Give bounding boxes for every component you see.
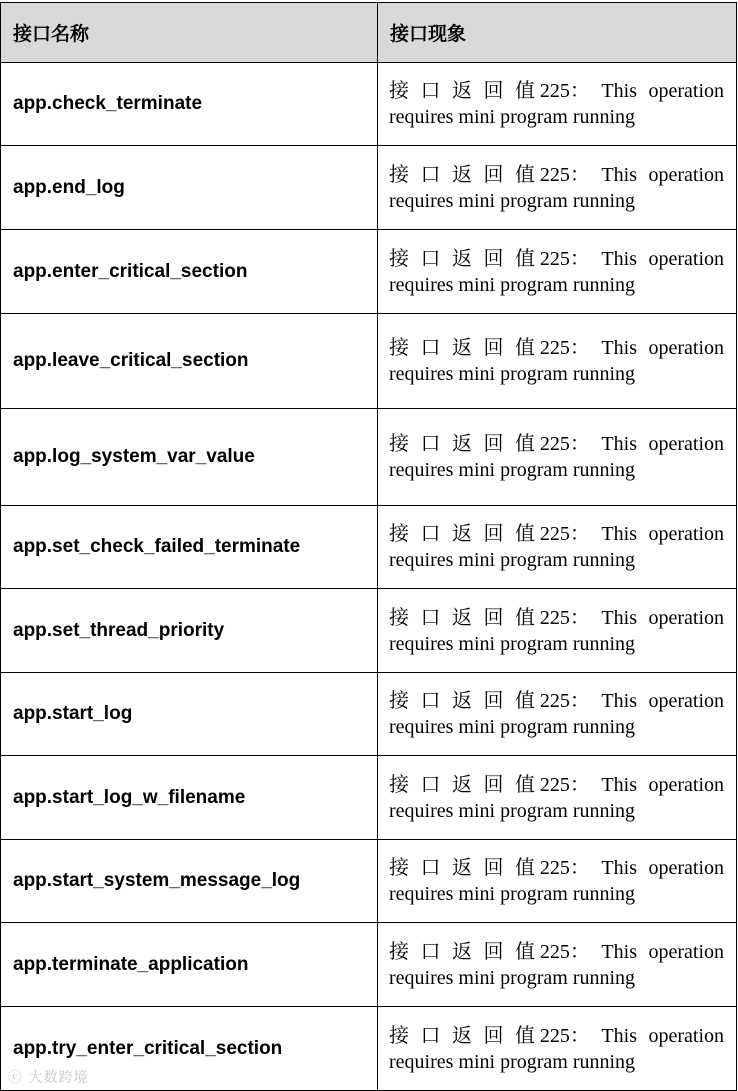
phenomenon-word: This	[601, 337, 637, 359]
phenomenon-word: This	[601, 690, 637, 712]
interface-phenomenon-cell	[378, 840, 737, 923]
phenomenon-word: 回	[483, 433, 504, 455]
table-row	[1, 230, 737, 314]
phenomenon-word: 值 225：	[514, 433, 590, 455]
table-header-row	[1, 3, 737, 63]
phenomenon-word: 返	[451, 857, 472, 879]
phenomenon-line-2: requires mini program running	[389, 549, 636, 571]
phenomenon-line-2: requires mini program running	[389, 1050, 636, 1073]
phenomenon-word: operation	[648, 940, 724, 963]
table-row	[1, 146, 737, 230]
phenomenon-word: operation	[648, 163, 724, 186]
interface-phenomenon-cell	[378, 923, 737, 1007]
table-row	[1, 923, 737, 1007]
phenomenon-word: 返	[451, 606, 472, 629]
phenomenon-word: 返	[451, 80, 472, 102]
phenomenon-line-2: requires mini program running	[389, 716, 636, 738]
phenomenon-word: 值 225：	[514, 1024, 590, 1047]
phenomenon-line-2: requires mini program running	[389, 632, 636, 655]
phenomenon-word: 返	[451, 247, 472, 270]
phenomenon-line-1	[389, 162, 724, 188]
interface-phenomenon-cell	[378, 506, 737, 589]
phenomenon-word: This	[601, 773, 637, 796]
table-row	[1, 506, 737, 589]
phenomenon-word: 返	[451, 690, 472, 712]
phenomenon-line-2: requires mini program running	[389, 363, 636, 385]
phenomenon-word: 接	[389, 80, 409, 102]
interface-name-cell: app.terminate_application	[1, 923, 378, 1007]
phenomenon-line-1	[389, 521, 724, 547]
phenomenon-word: 口	[420, 80, 441, 102]
phenomenon-word: 返	[451, 163, 472, 186]
phenomenon-word: 回	[483, 857, 504, 879]
phenomenon-word: 值 225：	[514, 606, 590, 629]
table-row	[1, 409, 737, 506]
table-row	[1, 673, 737, 756]
interface-table	[0, 2, 737, 1091]
phenomenon-line-1	[389, 431, 724, 457]
phenomenon-word: 口	[420, 337, 441, 359]
phenomenon-word: 值 225：	[514, 523, 590, 545]
phenomenon-word: 回	[483, 523, 504, 545]
phenomenon-line-2: requires mini program running	[389, 883, 636, 905]
phenomenon-line-2: requires mini program running	[389, 273, 636, 296]
phenomenon-word: 值 225：	[514, 940, 590, 963]
phenomenon-word: 口	[420, 247, 441, 270]
phenomenon-line-1	[389, 246, 724, 272]
phenomenon-word: 回	[483, 606, 504, 629]
phenomenon-line-1	[389, 78, 724, 104]
header-interface-name: 接口名称	[1, 3, 378, 63]
interface-phenomenon-cell	[378, 589, 737, 673]
phenomenon-word: 返	[451, 1024, 472, 1047]
table-row	[1, 589, 737, 673]
phenomenon-word: 回	[483, 690, 504, 712]
phenomenon-word: 返	[451, 773, 472, 796]
phenomenon-word: 接	[389, 163, 409, 186]
phenomenon-word: 值 225：	[514, 247, 590, 270]
phenomenon-word: This	[601, 1024, 637, 1047]
phenomenon-word: operation	[648, 1024, 724, 1047]
phenomenon-word: 口	[420, 690, 441, 712]
phenomenon-line-2: requires mini program running	[389, 966, 636, 989]
phenomenon-word: operation	[648, 523, 724, 545]
phenomenon-word: 接	[389, 247, 409, 270]
phenomenon-word: 值 225：	[514, 80, 590, 102]
phenomenon-word: operation	[648, 247, 724, 270]
phenomenon-word: 接	[389, 1024, 409, 1047]
phenomenon-word: operation	[648, 773, 724, 796]
phenomenon-word: operation	[648, 606, 724, 629]
phenomenon-word: operation	[648, 337, 724, 359]
interface-phenomenon-cell	[378, 756, 737, 840]
phenomenon-word: 回	[483, 337, 504, 359]
phenomenon-word: 口	[420, 433, 441, 455]
table-row	[1, 840, 737, 923]
phenomenon-line-1	[389, 335, 724, 361]
phenomenon-word: operation	[648, 690, 724, 712]
phenomenon-word: This	[601, 247, 637, 270]
phenomenon-word: This	[601, 940, 637, 963]
phenomenon-word: operation	[648, 80, 724, 102]
phenomenon-word: This	[601, 80, 637, 102]
phenomenon-word: 回	[483, 247, 504, 270]
interface-phenomenon-cell	[378, 314, 737, 409]
phenomenon-word: 接	[389, 690, 409, 712]
phenomenon-line-1	[389, 605, 724, 631]
watermark-logo: ⓒ 大数跨境	[8, 1070, 89, 1086]
interface-phenomenon-cell	[378, 230, 737, 314]
header-interface-phenomenon: 接口现象	[378, 3, 737, 63]
phenomenon-word: This	[601, 857, 637, 879]
interface-name-cell: app.check_terminate	[1, 63, 378, 146]
interface-name-cell: app.start_log	[1, 673, 378, 756]
phenomenon-word: 口	[420, 940, 441, 963]
phenomenon-word: 口	[420, 523, 441, 545]
phenomenon-word: 接	[389, 337, 409, 359]
interface-phenomenon-cell	[378, 409, 737, 506]
phenomenon-word: 返	[451, 523, 472, 545]
table-row	[1, 314, 737, 409]
table-body	[1, 63, 737, 1091]
table-row	[1, 1007, 737, 1091]
interface-name-cell: app.enter_critical_section	[1, 230, 378, 314]
phenomenon-word: 值 225：	[514, 690, 590, 712]
interface-name-cell: app.start_system_message_log	[1, 840, 378, 923]
phenomenon-line-2: requires mini program running	[389, 799, 636, 822]
phenomenon-word: 回	[483, 80, 504, 102]
phenomenon-word: 接	[389, 940, 409, 963]
phenomenon-word: 值 225：	[514, 337, 590, 359]
interface-name-cell: app.set_thread_priority	[1, 589, 378, 673]
phenomenon-word: 接	[389, 523, 409, 545]
phenomenon-word: This	[601, 163, 637, 186]
interface-phenomenon-cell	[378, 146, 737, 230]
phenomenon-word: 口	[420, 857, 441, 879]
phenomenon-line-2: requires mini program running	[389, 189, 636, 212]
phenomenon-word: 回	[483, 163, 504, 186]
interface-name-cell: app.log_system_var_value	[1, 409, 378, 506]
phenomenon-word: 回	[483, 773, 504, 796]
phenomenon-line-1	[389, 939, 724, 965]
phenomenon-word: This	[601, 523, 637, 545]
phenomenon-word: operation	[648, 433, 724, 455]
phenomenon-word: This	[601, 606, 637, 629]
phenomenon-word: 返	[451, 337, 472, 359]
phenomenon-word: 口	[420, 163, 441, 186]
phenomenon-word: 值 225：	[514, 857, 590, 879]
phenomenon-word: 回	[483, 940, 504, 963]
phenomenon-word: 接	[389, 606, 409, 629]
interface-phenomenon-cell	[378, 1007, 737, 1091]
phenomenon-word: This	[601, 433, 637, 455]
phenomenon-word: 口	[420, 773, 441, 796]
phenomenon-line-2: requires mini program running	[389, 106, 636, 128]
phenomenon-word: 返	[451, 940, 472, 963]
phenomenon-line-2: requires mini program running	[389, 459, 636, 481]
phenomenon-word: 返	[451, 433, 472, 455]
interface-name-cell: app.end_log	[1, 146, 378, 230]
phenomenon-word: 值 225：	[514, 163, 590, 186]
phenomenon-word: 值 225：	[514, 773, 590, 796]
interface-name-cell: app.leave_critical_section	[1, 314, 378, 409]
phenomenon-word: 口	[420, 1024, 441, 1047]
interface-name-cell: app.start_log_w_filename	[1, 756, 378, 840]
phenomenon-word: 接	[389, 857, 409, 879]
phenomenon-line-1	[389, 855, 724, 881]
table-row	[1, 63, 737, 146]
interface-phenomenon-cell	[378, 63, 737, 146]
interface-name-cell: app.try_enter_critical_section	[1, 1007, 378, 1091]
phenomenon-word: 口	[420, 606, 441, 629]
phenomenon-word: 回	[483, 1024, 504, 1047]
phenomenon-word: operation	[648, 857, 724, 879]
phenomenon-line-1	[389, 772, 724, 798]
phenomenon-word: 接	[389, 773, 409, 796]
interface-name-cell: app.set_check_failed_terminate	[1, 506, 378, 589]
phenomenon-line-1	[389, 1023, 724, 1049]
table-row	[1, 756, 737, 840]
phenomenon-word: 接	[389, 433, 409, 455]
phenomenon-line-1	[389, 688, 724, 714]
interface-phenomenon-cell	[378, 673, 737, 756]
